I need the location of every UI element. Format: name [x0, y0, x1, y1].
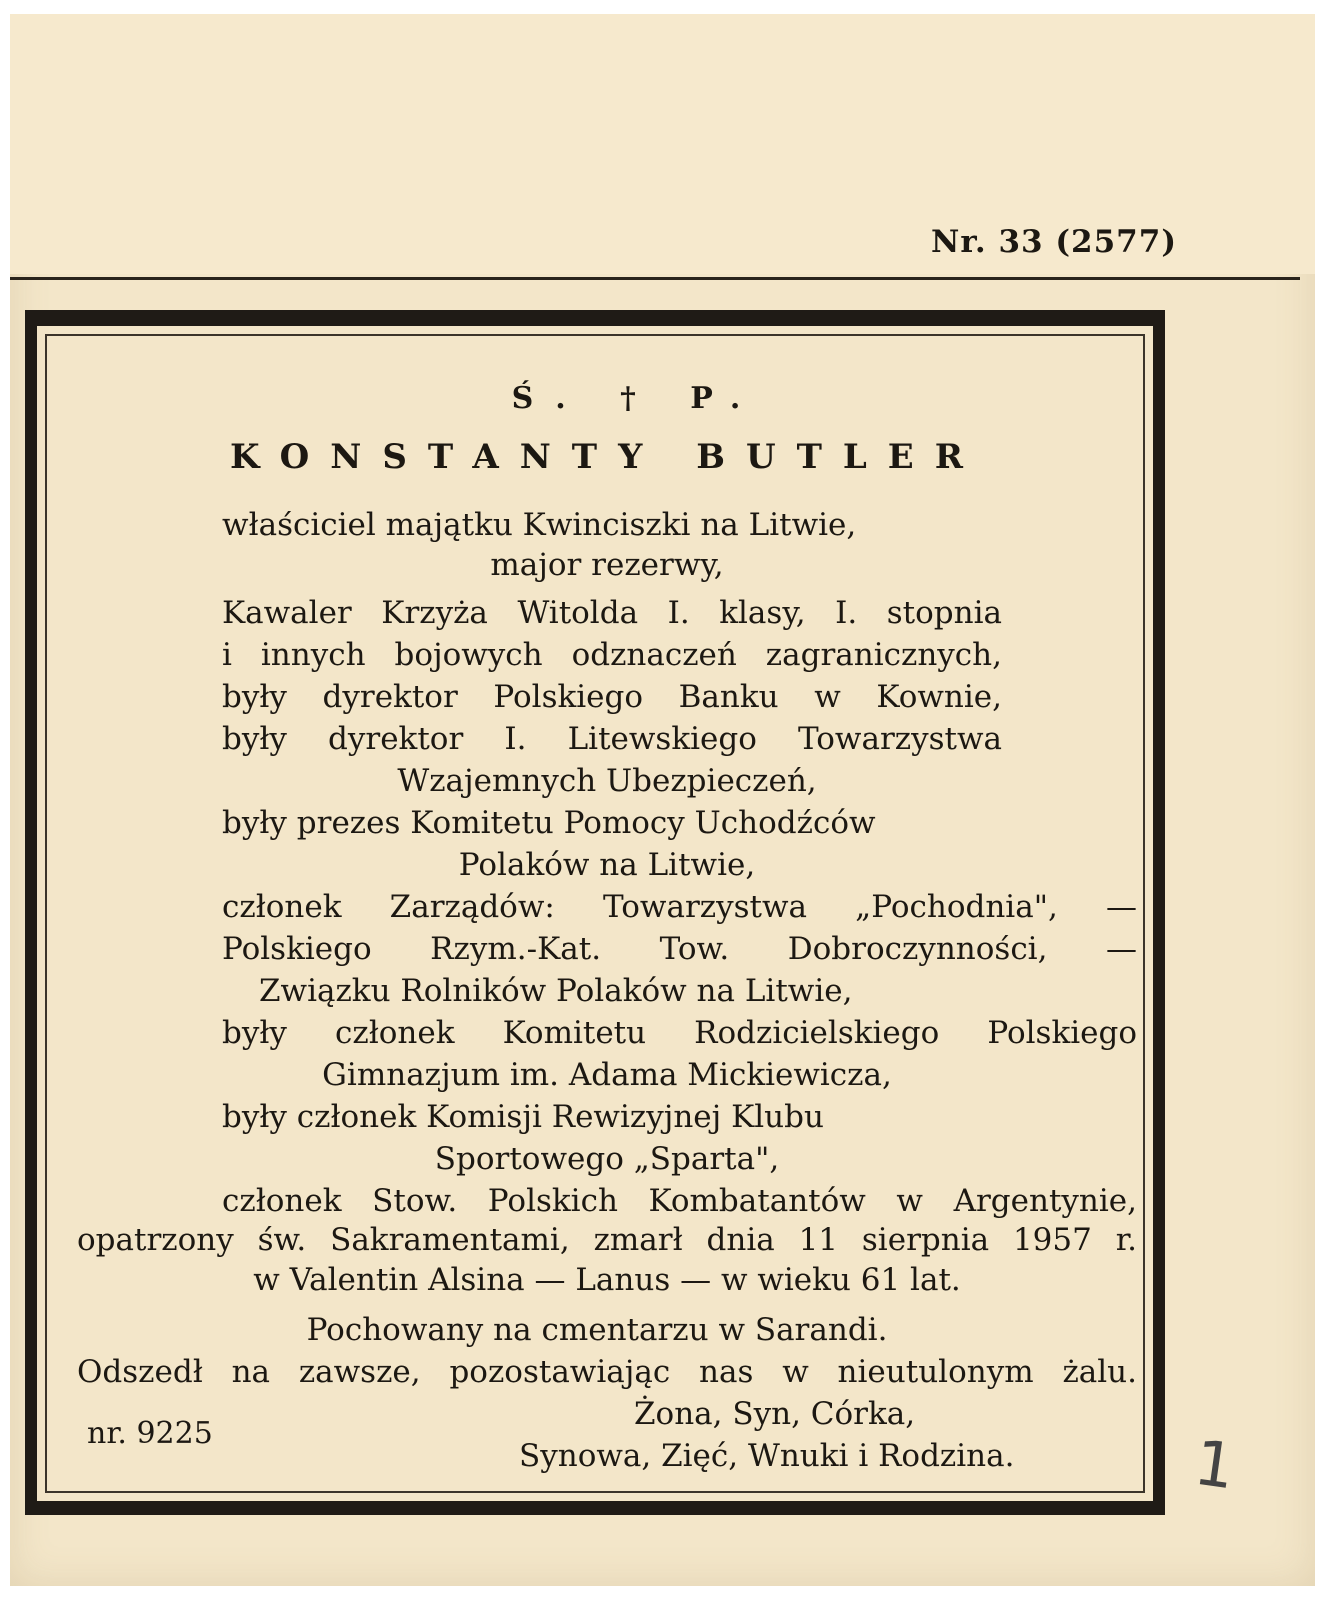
notice-line-4: i innych bojowych odznaczeń zagranicznych,	[222, 637, 1002, 673]
notice-line-3: Kawaler Krzyża Witolda I. klasy, I. stopnia	[222, 595, 1002, 631]
notice-line-10: członek Zarządów: Towarzystwa „Pochodnia", —	[222, 889, 1137, 925]
handwritten-margin-number: 1	[1190, 1425, 1240, 1504]
notice-line-20: Pochowany na cmentarzu w Sarandi.	[306, 1312, 888, 1348]
notice-line-19: w Valentin Alsina — Lanus — w wieku 61 lat.	[253, 1262, 961, 1298]
notice-line-5: były dyrektor Polskiego Banku w Kownie,	[222, 679, 1002, 715]
deceased-name: KONSTANTY BUTLER	[230, 437, 984, 477]
notice-line-23: Synowa, Zięć, Wnuki i Rodzina.	[519, 1438, 1015, 1474]
notice-line-9: Polaków na Litwie,	[458, 847, 756, 883]
header-rule	[10, 277, 1300, 280]
notice-line-8: były prezes Komitetu Pomocy Uchodźców	[222, 805, 876, 841]
cross-heading: Ś. † P.	[511, 381, 763, 416]
notice-line-14: Gimnazjum im. Adama Mickiewicza,	[322, 1057, 892, 1093]
notice-line-11: Polskiego Rzym.-Kat. Tow. Dobroczynności, —	[222, 931, 1137, 967]
notice-line-2: major rezerwy,	[490, 547, 724, 583]
notice-line-6: były dyrektor I. Litewskiego Towarzystwa	[222, 721, 1002, 757]
notice-line-15: były członek Komisji Rewizyjnej Klubu	[222, 1099, 824, 1135]
issue-number: Nr. 33 (2577)	[931, 224, 1177, 260]
notice-line-17: członek Stow. Polskich Kombatantów w Argentynie,	[222, 1183, 1137, 1219]
notice-line-22: Żona, Syn, Córka,	[634, 1396, 916, 1432]
notice-line-13: były członek Komitetu Rodzicielskiego Polskiego	[222, 1015, 1137, 1051]
notice-line-16: Sportowego „Sparta",	[434, 1141, 780, 1177]
reference-number: nr. 9225	[87, 1416, 213, 1451]
notice-line-1: właściciel majątku Kwinciszki na Litwie,	[222, 507, 857, 543]
notice-line-21: Odszedł na zawsze, pozostawiając nas w nieutulonym żalu.	[77, 1354, 1137, 1390]
notice-line-7: Wzajemnych Ubezpieczeń,	[397, 763, 817, 799]
notice-line-18: opatrzony św. Sakramentami, zmarł dnia 11 sierpnia 1957 r.	[77, 1222, 1137, 1258]
notice-line-12: Związku Rolników Polaków na Litwie,	[259, 973, 853, 1009]
obituary-frame	[25, 310, 1165, 1515]
